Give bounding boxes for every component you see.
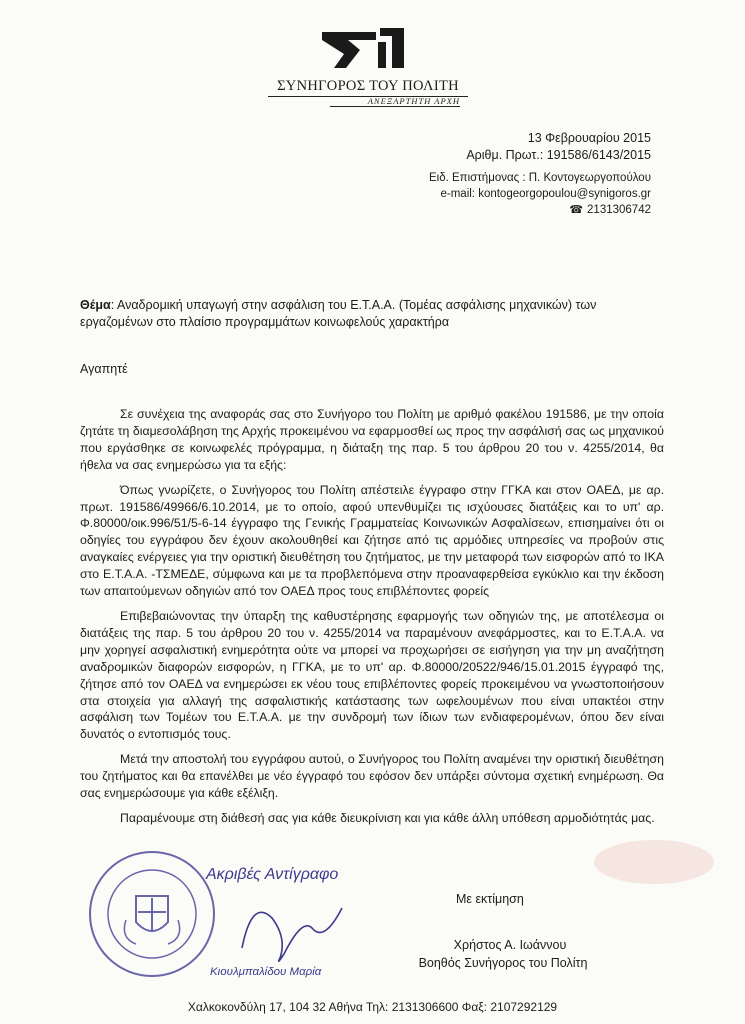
protocol-number: Αριθμ. Πρωτ.: 191586/6143/2015 xyxy=(466,148,651,162)
red-ink-mark xyxy=(484,832,724,892)
footer-address: Χαλκοκονδύλη 17, 104 32 Αθήνα Τηλ: 2131306600 Φαξ: 2107292129 xyxy=(187,1000,558,1014)
letter-date: 13 Φεβρουαρίου 2015 xyxy=(527,131,651,145)
org-name: ΣΥΝΗΓΟΡΟΣ ΤΟΥ ΠΟΛΙΤΗ xyxy=(268,78,468,97)
phone-number: 2131306742 xyxy=(587,204,651,216)
closing-regards: Με εκτίμηση xyxy=(456,892,524,906)
body-paragraph-4: Μετά την αποστολή του εγγράφου αυτού, ο Συνήγορος του Πολίτη αναμένει την οριστική διευθέτηση του ζητήματος και θα επανέλθει με νέο έγγραφό του εφόσον δεν υπάρξει σύντομα σχετική ενημέρωση. Θα σας ενημερώσουμε για κάθε εξέλιξη. xyxy=(80,752,664,801)
specialist-name: Ειδ. Επιστήμονας : Π. Κοντογεωργοπούλου xyxy=(428,172,651,184)
certifying-official-name: Κιουλμπαλίδου Μαρία xyxy=(210,966,322,978)
date-block xyxy=(466,130,651,164)
email-line: e-mail: kontogeorgopoulou@synigoros.gr xyxy=(440,188,651,200)
body-paragraph-1: Σε συνέχεια της αναφοράς σας στο Συνήγορο του Πολίτη με αριθμό φακέλου 191586, με την οποία ζητάτε τη διαμεσολάβηση της Αρχής προκειμένου να εφαρμοσθεί ως προς την ασφάλισή σας ως μηχανικού που εργάσθηκε σε κοινωφελές πρόγραμμα, η διάταξη της παρ. 5 του άρθρου 20 του ν. 4255/2014, θα ήθελα να σας ενημερώσω για τα εξής: xyxy=(80,407,664,472)
official-seal-icon xyxy=(86,848,218,980)
signer-name: Χρήστος Α. Ιωάννου xyxy=(453,938,567,952)
handwritten-signature-icon xyxy=(232,888,382,968)
body-paragraph-3: Επιβεβαιώνοντας την ύπαρξη της καθυστέρησης εφαρμογής των οδηγιών της, με αποτέλεσμα οι διατάξεις της παρ. 5 του άρθρου 20 του ν. 4255/2014 να παραμένουν ανεφάρμοστες, και το Ε.Τ.Α.Α. να μην χορηγεί ασφαλιστική ενημερότητα ούτε να μπορεί να προχωρήσει σε εισήγηση για την μη αναζήτηση αναδρομικών διαφορών εισφορών, η ΓΓΚΑ, με το υπ' αρ. Φ.80000/20522/946/15.01.2015 έγγραφό της, ζήτησε από τον ΟΑΕΔ να ενημερώσει εκ νέου τους επιβλέποντες φορείς προκειμένου να γνωστοποιήσουν στα στοιχεία για αλλαγή της ασφαλιστικής κατάστασης των ωφελουμένων που είναι υπακτέοι στην ασφάλιση των Τομέων του Ε.Τ.Α.Α. με την συνδρομή των ίδιων των ενδιαφερομένων, όπου δεν είναι δυνατός ο εντοπισμός τους. xyxy=(80,608,664,742)
ombudsman-logo-icon xyxy=(318,24,418,76)
letter-body xyxy=(80,406,664,827)
org-subtitle: ΑΝΕΞΑΡΤΗΤΗ ΑΡΧΗ xyxy=(330,96,460,107)
contact-block xyxy=(429,170,651,218)
phone-line xyxy=(569,202,651,218)
subject-text: : Αναδρομική υπαγωγή στην ασφάλιση του Ε.Τ.Α.Α. (Τομέας ασφάλισης μηχανικών) των εργαζομένων στο πλαίσιο προγραμμάτων κοινωφελούς χαρακτήρα xyxy=(80,298,597,329)
subject-line xyxy=(80,297,660,331)
subject-label: Θέμα xyxy=(80,298,111,312)
body-paragraph-2: Όπως γνωρίζετε, ο Συνήγορος του Πολίτη απέστειλε έγγραφο στην ΓΓΚΑ και στον ΟΑΕΔ, με αρ. πρωτ. 191586/49966/6.10.2014, με το οποίο, αφού υπενθυμίζει τις ισχύουσες διατάξεις και το υπ' αρ. Φ.80000/οικ.996/51/5-6-14 έγγραφο της Γενικής Γραμματείας Κοινωνικών Ασφαλίσεων, επισημαίνει ότι οι οδηγίες του εγγράφου δεν έχουν ακολουθηθεί και ζήτησε από τις αρμόδιες υπηρεσίες να προβούν στις αναγκαίες ενέργειες για την οριστική διευθέτηση του ζητήματος, με την μεταφορά των εισφορών από το ΙΚΑ στο Ε.Τ.Α.Α. -ΤΣΜΕΔΕ, σύμφωνα και με τα προβλεπόμενα στην προαναφερθείσα εγκύκλιο και την έκδοση των απαιτούμενων οδηγιών από τον ΟΑΕΔ προς τους επιβλέποντες φορείς xyxy=(80,482,664,599)
body-paragraph-5: Παραμένουμε στη διάθεσή σας για κάθε διευκρίνιση και για κάθε άλλη υπόθεση αρμοδιότητάς μας. xyxy=(120,810,655,825)
certified-copy-label: Ακριβές Αντίγραφο xyxy=(206,866,339,883)
telephone-icon: ☎ xyxy=(569,204,584,216)
signer-title: Βοηθός Συνήγορος του Πολίτη xyxy=(418,956,588,970)
salutation: Αγαπητέ xyxy=(80,362,128,376)
